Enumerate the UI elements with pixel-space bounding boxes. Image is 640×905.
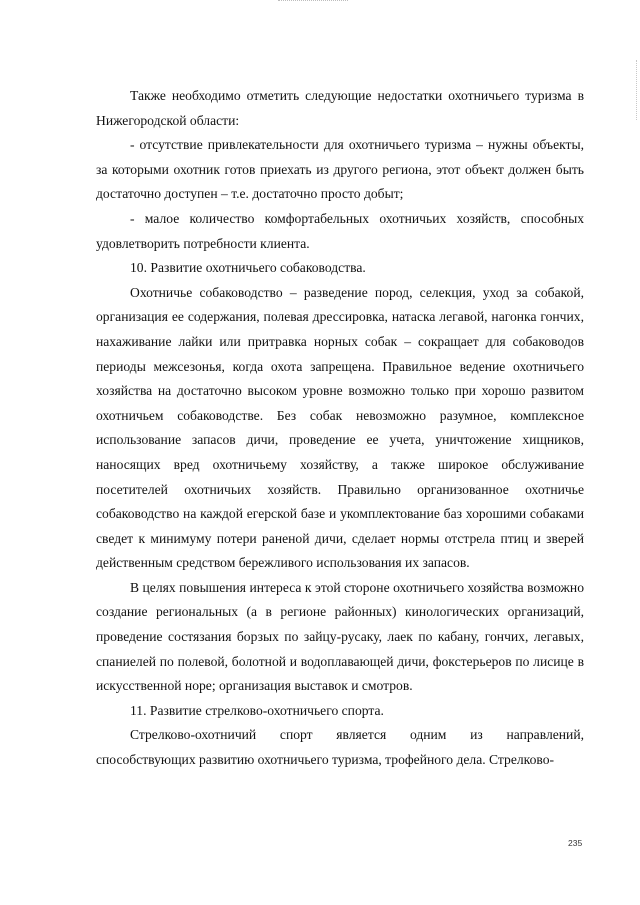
paragraph-shooting-sport: Стрелково-охотничий спорт является одним из направлений, способствующих развитию охотничьего туризма, трофейного дела. Стрелково- [96,727,584,768]
paragraph-dog-breeding-description: Охотничье собаководство – разведение пород, селекция, уход за собакой, организация ее содержания, полевая дрессировка, натаска легавой, нагонка гончих, нахаживание лайки или притравка норных собак – сокращает для собаководов периоды межсезонья, когда охота запрещена. Правильное ведение охотничьего хозяйства на достаточно высоком уровне возможно только при хорошо развитом охотничьем собаководстве. Без собак невозможно разумное, комплексное использование запасов дичи, проведение ее учета, уничтожение хищников, наносящих вред охотничьему хозяйству, а также широкое обслуживание посетителей охотничьих хозяйств. Правильно организованное охотничье собаководство на каждой егерской базе и укомплектование баз хорошими собаками сведет к минимуму потери раненой дичи, сделает нормы отстрела птиц и зверей действенным средством бережливого использования их запасов. [96,284,584,571]
paragraph-hunting-tourism-drawbacks: Также необходимо отметить следующие недостатки охотничьего туризма в Нижегородской области: [96,88,584,128]
section-heading-shooting-sport: 11. Развитие стрелково-охотничьего спорта. [130,702,384,718]
page-number: 235 [568,838,583,848]
body-text [96,84,584,773]
list-item-lack-of-attractiveness: - отсутствие привлекательности для охотничьего туризма – нужны объекты, за которыми охотник готов приехать из другого региона, этот объект должен быть достаточно доступен – т.е. достаточно просто добыт; [96,137,584,202]
scan-edge-mark [278,0,348,2]
scan-side-mark [636,60,638,120]
paragraph-kennel-organizations: В целях повышения интереса к этой стороне охотничьего хозяйства возможно создание региональных (а в регионе районных) кинологических организаций, проведение состязания борзых по зайцу-русаку, лаек по кабану, гончих, легавых, спаниелей по полевой, болотной и водоплавающей дичи, фокстерьеров по лисице в искусственной норе; организация выставок и смотров. [96,579,584,694]
section-heading-dog-breeding: 10. Развитие охотничьего собаководства. [130,260,366,276]
list-item-few-comfortable-farms: - малое количество комфортабельных охотничьих хозяйств, способных удовлетворить потребности клиента. [96,210,584,251]
